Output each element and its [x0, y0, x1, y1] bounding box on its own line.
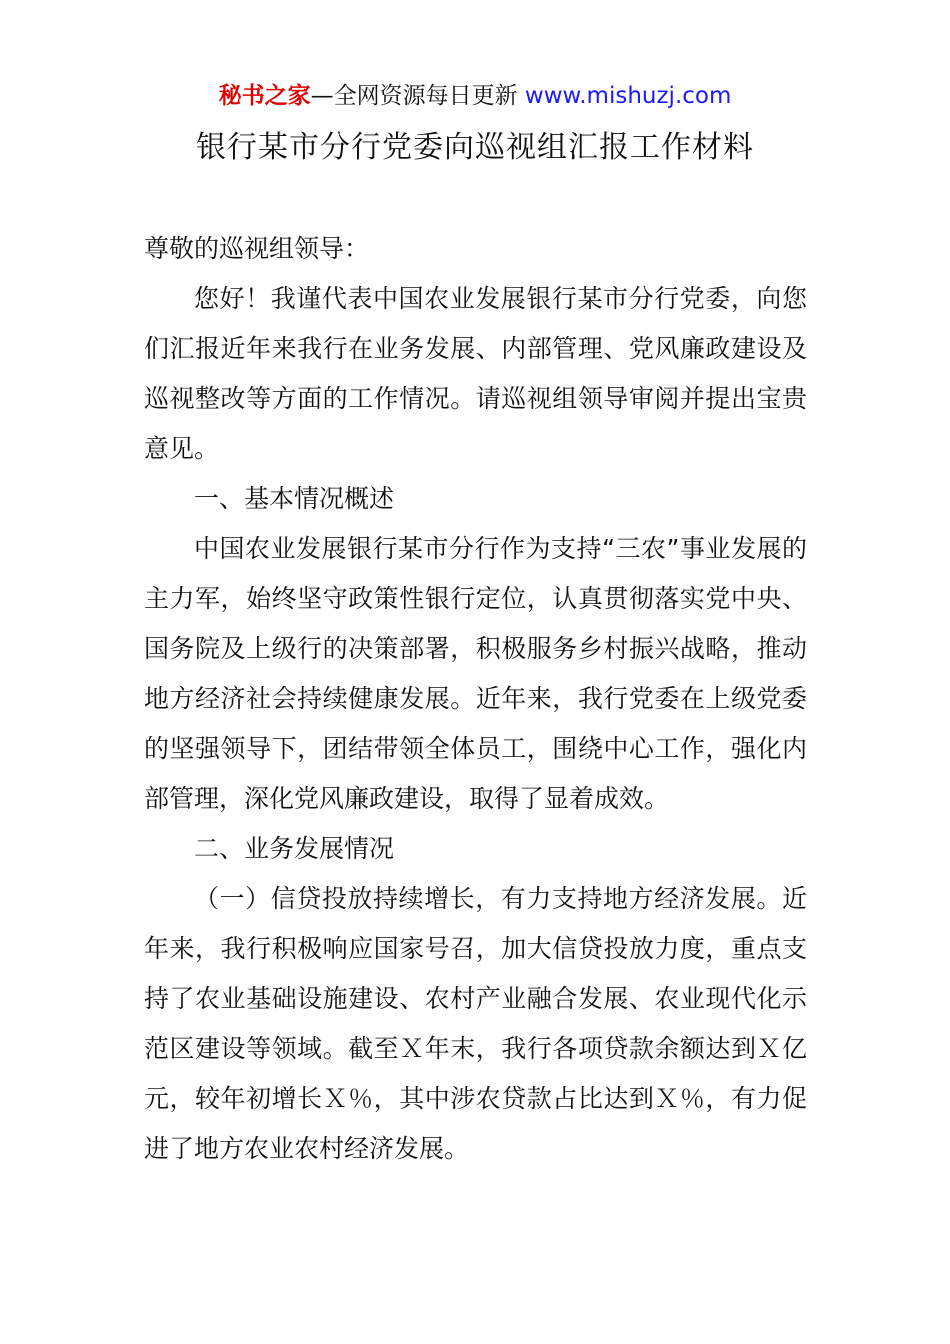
section-heading-1: 一、基本情况概述	[194, 484, 395, 513]
site-banner	[0, 80, 950, 112]
paragraph-credit: （一）信贷投放持续增长，有力支持地方经济发展。近年来，我行积极响应国家号召，加大信贷投放力度，重点支持了农业基础设施建设、农村产业融合发展、农业现代化示范区建设等领域。截至Ｘ年末，我行各项贷款余额达到Ｘ亿元，较年初增长Ｘ％，其中涉农贷款占比达到Ｘ％，有力促进了地方农业农村经济发展。	[144, 884, 807, 1163]
salutation: 尊敬的巡视组领导：	[144, 234, 370, 263]
site-url-link[interactable]: www.mishuzj.com	[524, 83, 732, 109]
site-brand: 秘书之家	[218, 83, 311, 109]
section-heading-2: 二、业务发展情况	[194, 834, 395, 863]
site-tagline: —全网资源每日更新	[310, 83, 525, 109]
paragraph-overview: 中国农业发展银行某市分行作为支持“三农”事业发展的主力军，始终坚守政策性银行定位，认真贯彻落实党中央、国务院及上级行的决策部署，积极服务乡村振兴战略，推动地方经济社会持续健康发展。近年来，我行党委在上级党委的坚强领导下，团结带领全体员工，围绕中心工作，强化内部管理，深化党风廉政建设，取得了显着成效。	[144, 534, 807, 813]
paragraph-greeting: 您好！我谨代表中国农业发展银行某市分行党委，向您们汇报近年来我行在业务发展、内部管理、党风廉政建设及巡视整改等方面的工作情况。请巡视组领导审阅并提出宝贵意见。	[144, 284, 807, 463]
document-title: 银行某市分行党委向巡视组汇报工作材料	[196, 130, 754, 165]
document-body	[144, 224, 807, 1174]
